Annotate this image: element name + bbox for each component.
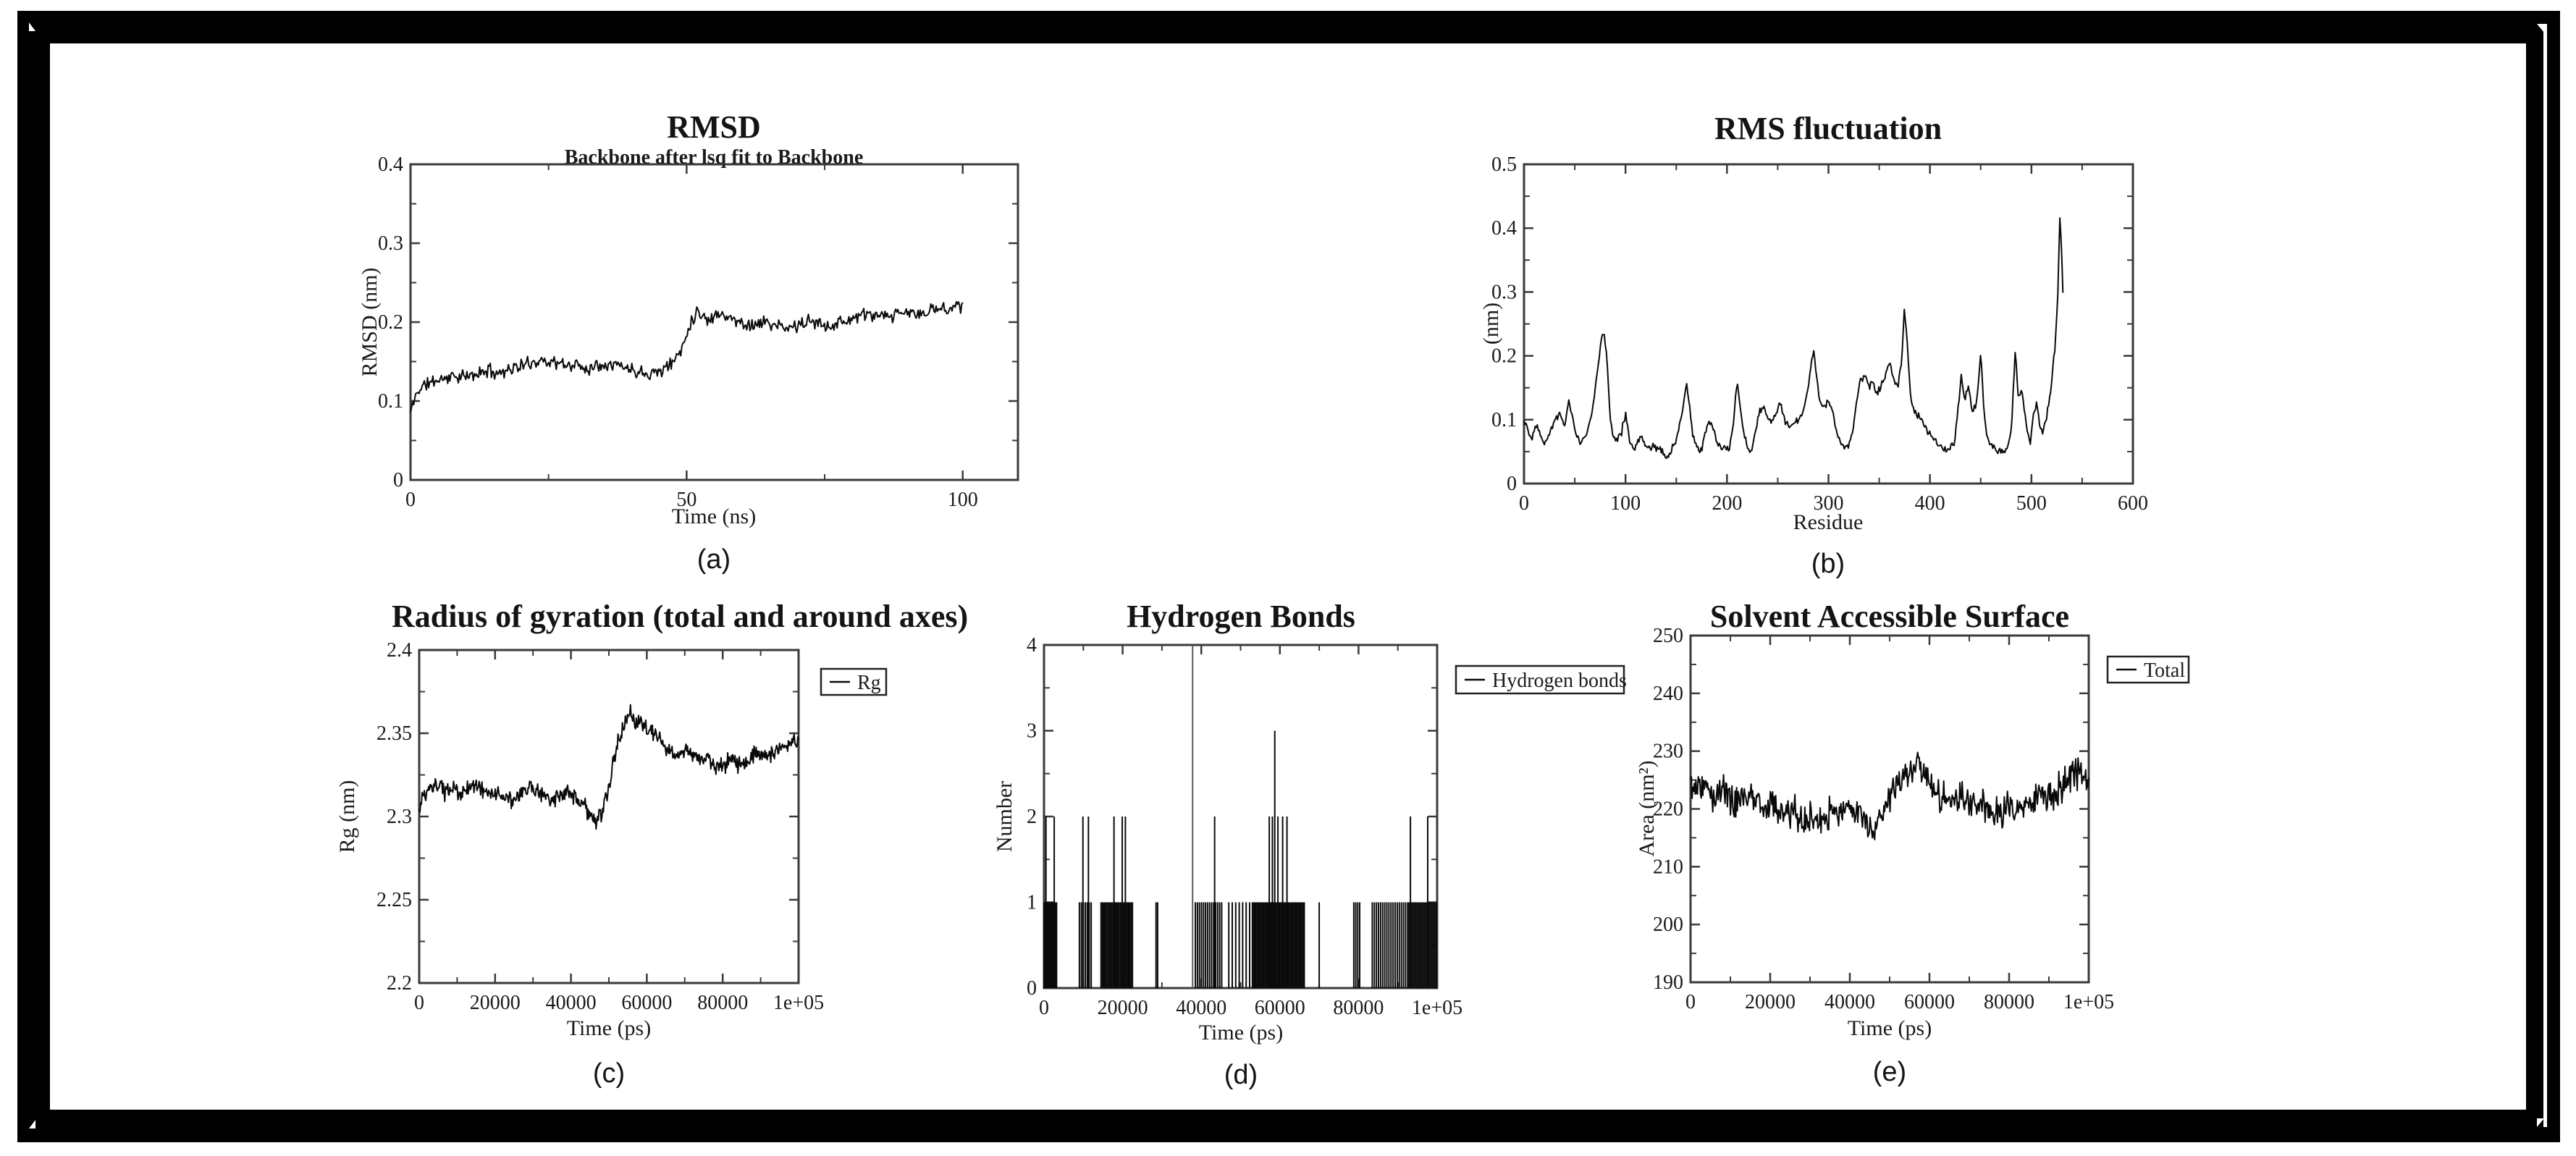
- axis-frame: [1524, 164, 2133, 484]
- x-tick-label: 40000: [545, 992, 597, 1014]
- x-tick-label: 1e+05: [2063, 991, 2115, 1013]
- y-tick-label: 2.25: [376, 889, 412, 911]
- y-axis-ticks: [1491, 153, 2133, 495]
- chart-solvent-accessible-surface: [1607, 588, 2281, 1094]
- y-tick-label: 0.5: [1491, 153, 1517, 176]
- chart-radius-of-gyration: [304, 588, 969, 1094]
- x-axis-label: Residue: [1793, 510, 1864, 534]
- x-tick-label: 80000: [1333, 997, 1384, 1019]
- y-axis-label: Rg (nm): [335, 780, 359, 853]
- x-tick-label: 600: [2118, 492, 2148, 515]
- frame-corner-mark: [2537, 24, 2544, 33]
- x-tick-label: 0: [414, 992, 424, 1014]
- chart-rms-fluctuation: [1423, 101, 2234, 586]
- x-tick-label: 0: [1519, 492, 1529, 515]
- y-tick-label: 2.35: [376, 722, 412, 745]
- chart-rmsd: [308, 101, 1119, 586]
- x-tick-label: 60000: [621, 992, 673, 1014]
- frame-corner-mark: [29, 1120, 35, 1128]
- y-tick-label: 0.1: [1491, 408, 1517, 431]
- legend: [2108, 657, 2189, 683]
- legend-label: Rg: [857, 672, 881, 694]
- x-axis-ticks: [1685, 636, 2114, 1013]
- x-axis-ticks: [405, 164, 978, 511]
- series-line-total: [1691, 752, 2089, 840]
- y-tick-label: 230: [1653, 740, 1683, 763]
- legend: [821, 669, 886, 695]
- y-tick-label: 190: [1653, 971, 1683, 994]
- x-tick-label: 20000: [469, 992, 521, 1014]
- y-tick-label: 0.4: [378, 153, 403, 176]
- x-tick-label: 100: [1610, 492, 1641, 515]
- chart-hydrogen-bonds: [963, 588, 1658, 1094]
- chart-caption: (d): [1224, 1060, 1258, 1090]
- x-tick-label: 200: [1712, 492, 1743, 515]
- y-tick-label: 0: [1507, 473, 1517, 495]
- y-tick-label: 210: [1653, 856, 1683, 879]
- chart-title: RMSD: [667, 109, 761, 145]
- x-tick-label: 1e+05: [1411, 997, 1463, 1019]
- x-tick-label: 60000: [1254, 997, 1305, 1019]
- x-tick-label: 20000: [1097, 997, 1148, 1019]
- y-tick-label: 2.2: [387, 972, 412, 995]
- x-tick-label: 40000: [1824, 991, 1875, 1013]
- y-axis-label: RMSD (nm): [358, 267, 382, 377]
- x-tick-label: 20000: [1745, 991, 1796, 1013]
- y-tick-label: 0.2: [1491, 345, 1517, 368]
- x-tick-label: 400: [1914, 492, 1945, 515]
- series-spikes-hydrogen-bonds: [1044, 645, 1436, 988]
- y-axis-ticks: [378, 153, 1018, 491]
- chart-caption: (b): [1811, 549, 1845, 579]
- y-tick-label: 250: [1653, 625, 1683, 647]
- y-axis-label: Area (nm²): [1635, 760, 1659, 857]
- chart-plot-area: [963, 588, 1658, 1094]
- x-axis-label: Time (ns): [671, 505, 757, 528]
- y-axis-label: Number: [993, 780, 1016, 853]
- frame-gap-line: [2543, 24, 2547, 1127]
- y-tick-label: 2.4: [387, 639, 412, 662]
- chart-title: RMS fluctuation: [1714, 111, 1942, 146]
- legend-label: Hydrogen bonds: [1492, 670, 1627, 692]
- x-tick-label: 80000: [697, 992, 749, 1014]
- x-axis-label: Time (ps): [1847, 1016, 1932, 1040]
- x-tick-label: 100: [947, 489, 978, 511]
- y-tick-label: 4: [1027, 634, 1037, 657]
- legend-label: Total: [2144, 659, 2186, 682]
- x-tick-label: 80000: [1984, 991, 2034, 1013]
- x-tick-label: 40000: [1176, 997, 1227, 1019]
- axis-frame: [411, 164, 1018, 480]
- y-tick-label: 0: [1027, 977, 1037, 1000]
- frame-corner-mark: [2537, 1118, 2544, 1127]
- y-axis-label: (nm): [1479, 302, 1503, 345]
- x-axis-ticks: [414, 650, 824, 1014]
- x-tick-label: 60000: [1904, 991, 1955, 1013]
- x-axis-label: Time (ps): [1198, 1021, 1284, 1045]
- chart-caption: (e): [1872, 1057, 1907, 1087]
- x-tick-label: 0: [1685, 991, 1696, 1013]
- legend: [1456, 666, 1627, 693]
- x-tick-label: 0: [1039, 997, 1049, 1019]
- chart-title: Hydrogen Bonds: [1127, 599, 1355, 634]
- x-tick-label: 50: [676, 489, 697, 511]
- x-tick-label: 1e+05: [773, 992, 825, 1014]
- x-tick-label: 500: [2016, 492, 2047, 515]
- series-line-rmsd: [411, 302, 963, 413]
- y-tick-label: 0.1: [378, 390, 403, 413]
- y-tick-label: 0.3: [1491, 281, 1517, 304]
- y-tick-label: 0.3: [378, 232, 403, 255]
- frame-corner-mark: [29, 22, 35, 31]
- chart-title: Solvent Accessible Surface: [1709, 599, 2070, 634]
- chart-subtitle: Backbone after lsq fit to Backbone: [564, 146, 864, 169]
- y-tick-label: 220: [1653, 798, 1683, 821]
- y-tick-label: 0: [393, 469, 403, 491]
- y-tick-label: 1: [1027, 891, 1037, 914]
- chart-caption: (a): [696, 544, 731, 575]
- x-tick-label: 0: [405, 489, 416, 511]
- x-axis-label: Time (ps): [566, 1016, 652, 1040]
- x-axis-ticks: [1519, 164, 2148, 515]
- y-tick-label: 200: [1653, 914, 1683, 937]
- series-line-rg: [419, 705, 799, 830]
- series-line-rmsf: [1524, 218, 2063, 458]
- y-tick-label: 0.2: [378, 311, 403, 334]
- chart-caption: (c): [592, 1058, 626, 1089]
- x-tick-label: 300: [1813, 492, 1844, 515]
- chart-title: Radius of gyration (total and around axes): [392, 599, 969, 634]
- axis-frame: [419, 650, 799, 983]
- y-tick-label: 2: [1027, 806, 1037, 828]
- y-tick-label: 0.4: [1491, 217, 1517, 240]
- y-tick-label: 2.3: [387, 806, 412, 828]
- y-tick-label: 240: [1653, 682, 1683, 705]
- y-tick-label: 3: [1027, 720, 1037, 743]
